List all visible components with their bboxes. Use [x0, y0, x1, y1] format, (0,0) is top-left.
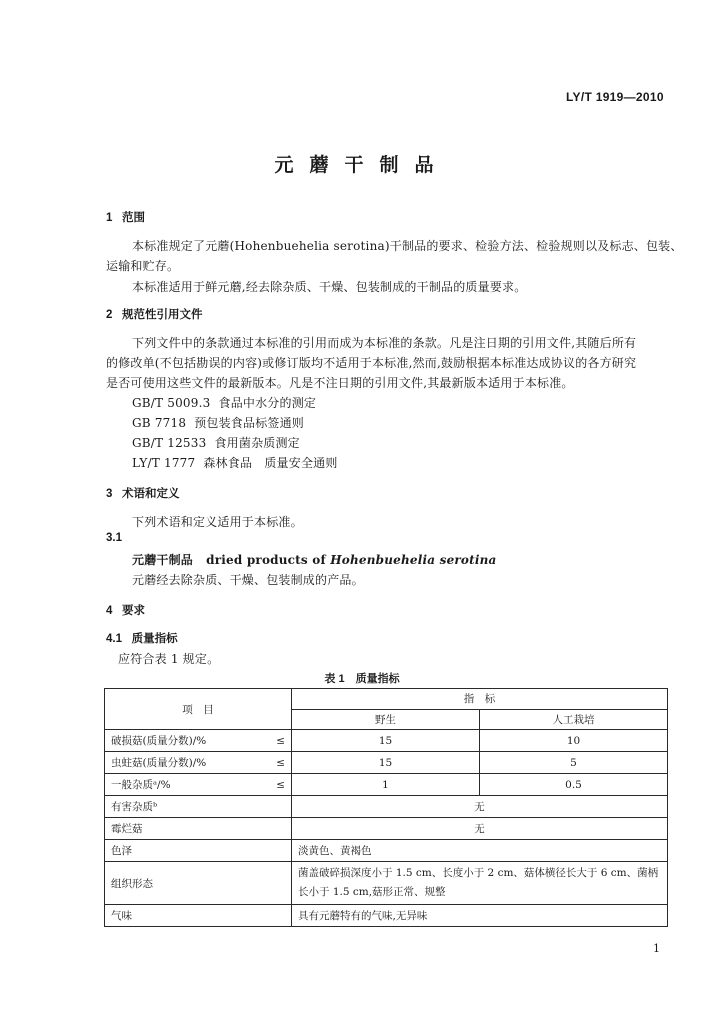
section-2-heading [106, 306, 203, 322]
row-operator: ≤ [276, 778, 285, 791]
table-row [105, 818, 668, 840]
row-label: 组织形态 [105, 862, 292, 905]
reference-title: 食用菌杂质测定 [214, 436, 300, 450]
table-row [105, 796, 668, 818]
table-row [105, 752, 668, 774]
standard-code: LY/T 1919—2010 [566, 90, 664, 104]
reference-title: 森林食品 质量安全通则 [203, 456, 338, 470]
row-cultivated-value: 0.5 [480, 774, 668, 796]
section-4-title: 要求 [122, 605, 145, 617]
section-4-1-number: 4.1 [106, 633, 122, 645]
section-3-title: 术语和定义 [122, 488, 180, 500]
section-4-1-intro: 应符合表 1 规定。 [118, 652, 220, 666]
section-3-heading [106, 485, 180, 501]
row-label-cell [105, 774, 292, 796]
row-cultivated-value: 10 [480, 730, 668, 752]
section-2-title: 规范性引用文件 [122, 309, 203, 321]
row-label-cell [105, 752, 292, 774]
reference-code: LY/T 1777 [132, 456, 196, 470]
row-label: 有害杂质ᵇ [105, 796, 292, 818]
row-merged-value: 无 [292, 818, 668, 840]
header-wild: 野生 [292, 709, 480, 730]
term-entry [132, 551, 497, 568]
header-index: 指 标 [292, 689, 668, 710]
row-operator: ≤ [276, 734, 285, 747]
row-merged-value: 菌盖破碎损深度小于 1.5 cm、长度小于 2 cm、菇体横径长大于 6 cm、菌柄长小于 1.5 cm,菇形正常、规整 [292, 862, 668, 905]
section-3-number: 3 [106, 488, 113, 500]
row-label: 霉烂菇 [105, 818, 292, 840]
term-definition: 元蘑经去除杂质、干燥、包装制成的产品。 [132, 573, 364, 587]
row-label: 破损菇(质量分数)/% [111, 735, 207, 747]
table-row [105, 862, 668, 905]
reference-item [132, 414, 304, 431]
reference-code: GB/T 5009.3 [132, 396, 211, 410]
reference-item [132, 434, 300, 451]
row-merged-value: 淡黄色、黄褐色 [292, 840, 668, 862]
section-1-paragraph-2: 本标准适用于鲜元蘑,经去除杂质、干燥、包装制成的干制品的质量要求。 [132, 280, 527, 294]
quality-table [104, 688, 668, 927]
row-merged-value: 具有元蘑特有的气味,无异味 [292, 905, 668, 927]
section-4-1-title: 质量指标 [131, 633, 178, 645]
reference-code: GB/T 12533 [132, 436, 207, 450]
reference-title: 食品中水分的测定 [218, 396, 317, 410]
document-title: 元蘑干制品 [274, 154, 450, 176]
section-1-title: 范围 [122, 212, 145, 224]
row-label: 虫蛀菇(质量分数)/% [111, 757, 207, 769]
table-row [105, 730, 668, 752]
page-number: 1 [653, 942, 660, 955]
section-1-heading [106, 209, 145, 225]
section-2-paragraph-line-3: 是否可使用这些文件的最新版本。凡是不注日期的引用文件,其最新版本适用于本标准。 [106, 376, 574, 390]
header-item: 项 目 [105, 689, 292, 730]
header-cultivated: 人工栽培 [480, 709, 668, 730]
term-latin: Hohenbuehelia serotina [330, 553, 497, 567]
table-caption: 表 1 质量指标 [324, 673, 400, 685]
section-1-number: 1 [106, 212, 113, 224]
table-row [105, 840, 668, 862]
section-4-number: 4 [106, 605, 113, 617]
section-3-intro: 下列术语和定义适用于本标准。 [132, 515, 303, 529]
section-4-heading [106, 602, 145, 618]
row-operator: ≤ [276, 756, 285, 769]
table-header-row [105, 689, 668, 710]
table-row [105, 905, 668, 927]
section-2-paragraph-line-2: 的修改单(不包括勘误的内容)或修订版均不适用于本标准,然而,鼓励根据本标准达成协议的各方研究 [106, 356, 637, 370]
section-2-number: 2 [106, 309, 113, 321]
section-3-1-number: 3.1 [106, 532, 122, 544]
row-wild-value: 15 [292, 730, 480, 752]
term-english: dried products of [206, 553, 326, 567]
row-label: 气味 [105, 905, 292, 927]
section-4-1-heading [106, 630, 178, 646]
table-row [105, 774, 668, 796]
row-wild-value: 1 [292, 774, 480, 796]
reference-title: 预包装食品标签通则 [194, 416, 305, 430]
section-1-paragraph-1-line-1: 本标准规定了元蘑(Hohenbuehelia serotina)干制品的要求、检验方法、检验规则以及标志、包装、 [132, 239, 683, 253]
row-wild-value: 15 [292, 752, 480, 774]
reference-item [132, 454, 338, 471]
reference-code: GB 7718 [132, 416, 187, 430]
section-2-paragraph-line-1: 下列文件中的条款通过本标准的引用而成为本标准的条款。凡是注日期的引用文件,其随后所有 [132, 336, 637, 350]
row-label: 色泽 [105, 840, 292, 862]
section-1-paragraph-1-line-2: 运输和贮存。 [106, 259, 180, 273]
row-label-cell [105, 730, 292, 752]
row-label: 一般杂质ᵃ/% [111, 779, 171, 791]
row-cultivated-value: 5 [480, 752, 668, 774]
reference-item [132, 394, 316, 411]
row-merged-value: 无 [292, 796, 668, 818]
term-chinese: 元蘑干制品 [132, 553, 194, 567]
